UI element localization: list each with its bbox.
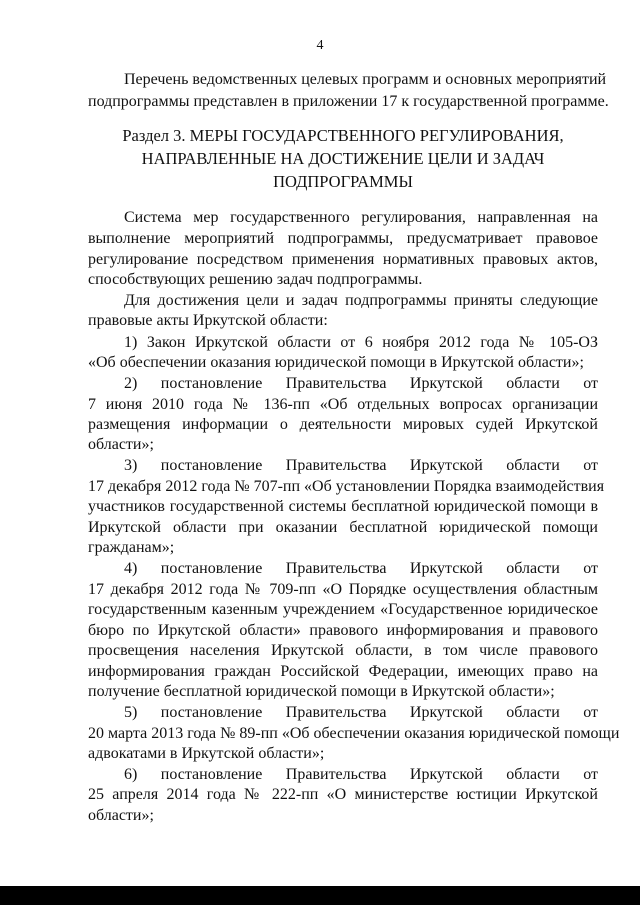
body-line: 17 декабря 2012 года № 709-пп «О Порядке осуществления областным bbox=[88, 581, 598, 598]
body-line: адвокатами в Иркутской области»; bbox=[88, 745, 325, 762]
list-item-2: 2) постановление Правительства Иркутской области от bbox=[124, 375, 598, 392]
scan-bottom-border bbox=[0, 886, 640, 905]
body-line: Для достижения цели и задач подпрограммы приняты следующие bbox=[124, 292, 598, 309]
intro-line: Перечень ведомственных целевых программ и основных мероприятий bbox=[124, 71, 607, 88]
body-line: 17 декабря 2012 года № 707-пп «Об установлении Порядка взаимодействия bbox=[88, 478, 605, 495]
body-line: способствующих решению задач подпрограммы. bbox=[88, 271, 423, 288]
page-number: 4 bbox=[316, 38, 324, 53]
list-item-1: 1) Закон Иркутской области от 6 ноября 2012 года № 105-ОЗ bbox=[124, 334, 598, 351]
body-line: выполнение мероприятий подпрограммы, предусматривает правовое bbox=[88, 230, 598, 247]
body-line: регулирование посредством применения нормативных правовых актов, bbox=[88, 251, 598, 268]
section-heading: ПОДПРОГРАММЫ bbox=[273, 172, 413, 191]
body-line: государственным казенным учреждением «Государственное юридическое bbox=[88, 601, 598, 618]
body-line: размещения информации о деятельности мировых судей Иркутской bbox=[88, 416, 598, 433]
body-line: бюро по Иркутской области» правового информирования и правового bbox=[88, 622, 598, 639]
body-line: Иркутской области при оказании бесплатной юридической помощи bbox=[88, 519, 598, 536]
body-line: 7 июня 2010 года № 136-пп «Об отдельных вопросах организации bbox=[88, 396, 598, 413]
body-line: получение бесплатной юридической помощи в Иркутской области»; bbox=[88, 683, 555, 700]
body-line: «Об обеспечении оказания юридической помощи в Иркутской области»; bbox=[88, 354, 584, 371]
list-item-6: 6) постановление Правительства Иркутской области от bbox=[124, 766, 598, 783]
body-line: просвещения населения Иркутской области, в том числе правового bbox=[88, 642, 598, 659]
list-item-5: 5) постановление Правительства Иркутской области от bbox=[124, 704, 598, 721]
body-line: участников государственной системы бесплатной юридической помощи в bbox=[88, 498, 598, 515]
intro-line: подпрограммы представлен в приложении 17 к государственной программе. bbox=[88, 93, 609, 110]
section-heading: Раздел 3. МЕРЫ ГОСУДАРСТВЕННОГО РЕГУЛИРОВАНИЯ, bbox=[122, 126, 564, 145]
body-line: 25 апреля 2014 года № 222-пп «О министерстве юстиции Иркутской bbox=[88, 786, 598, 803]
body-line: 20 марта 2013 года № 89-пп «Об обеспечении оказания юридической помощи bbox=[88, 725, 620, 742]
body-line: правовые акты Иркутской области: bbox=[88, 312, 328, 329]
body-line: информирования граждан Российской Федерации, имеющих право на bbox=[88, 663, 598, 680]
body-line: Система мер государственного регулирования, направленная на bbox=[124, 209, 598, 226]
list-item-3: 3) постановление Правительства Иркутской области от bbox=[124, 457, 598, 474]
body-line: гражданам»; bbox=[88, 539, 175, 556]
body-line: области»; bbox=[88, 436, 154, 453]
section-heading: НАПРАВЛЕННЫЕ НА ДОСТИЖЕНИЕ ЦЕЛИ И ЗАДАЧ bbox=[141, 149, 545, 168]
list-item-4: 4) постановление Правительства Иркутской области от bbox=[124, 560, 598, 577]
body-line: области»; bbox=[88, 807, 154, 824]
